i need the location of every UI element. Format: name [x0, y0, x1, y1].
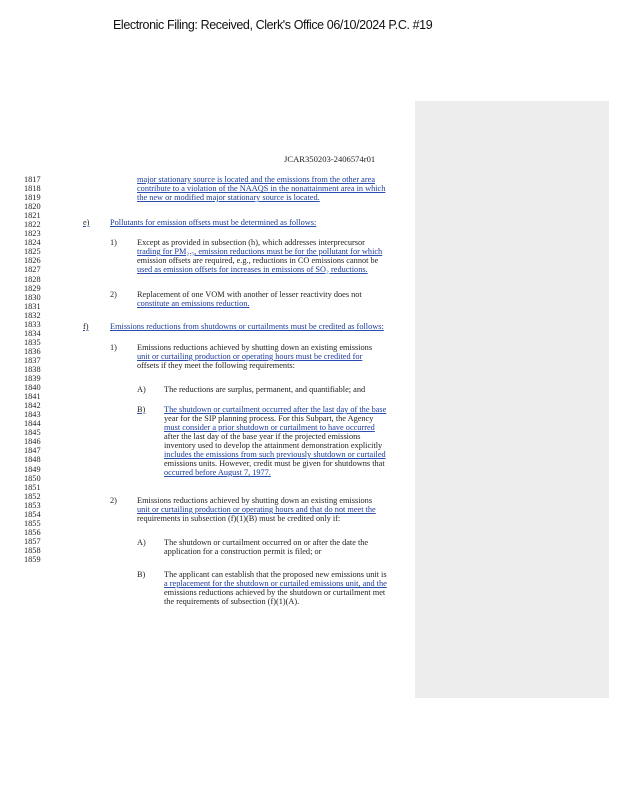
line-number: 1820 — [24, 202, 41, 212]
line-number: 1834 — [24, 328, 41, 338]
line-number: 1846 — [24, 437, 41, 447]
text-line: requirements in subsection (f)(1)(B) must be credited only if: — [137, 514, 341, 523]
text-line: application for a construction permit is filed; or — [164, 547, 322, 556]
line-number: 1856 — [24, 527, 41, 537]
item-label: B) — [137, 570, 146, 579]
line-number: 1829 — [24, 283, 41, 293]
item-label: 2) — [110, 290, 117, 299]
item-label: A) — [137, 538, 146, 547]
subsection-label: f) — [83, 322, 89, 331]
side-panel — [415, 101, 609, 698]
text-line: emissions reductions achieved by the shutdown or curtailment met — [164, 588, 386, 597]
line-number: 1818 — [24, 184, 41, 194]
line-number: 1840 — [24, 383, 41, 393]
line-number: 1855 — [24, 518, 41, 528]
text-line: occurred before August 7, 1977. — [164, 468, 271, 477]
filing-header: Electronic Filing: Received, Clerk's Office 06/10/2024 P.C. #19 — [113, 18, 433, 32]
line-number: 1830 — [24, 292, 41, 302]
line-number: 1826 — [24, 256, 41, 266]
line-number: 1852 — [24, 491, 41, 501]
line-number: 1854 — [24, 509, 41, 519]
line-number: 1822 — [24, 220, 41, 230]
line-number: 1843 — [24, 410, 41, 420]
text-line: trading for PM₂.₅, emission reductions must be for the pollutant for which — [137, 247, 383, 256]
line-number: 1848 — [24, 455, 41, 465]
text-line: must consider a prior shutdown or curtailment to have occurred — [164, 423, 375, 432]
line-number: 1845 — [24, 428, 41, 438]
line-number: 1853 — [24, 500, 41, 510]
line-number: 1847 — [24, 446, 41, 456]
line-number: 1823 — [24, 229, 41, 239]
line-number: 1831 — [24, 301, 41, 311]
item-label: B) — [137, 405, 146, 414]
text-line: year for the SIP planning process. For this Subpart, the Agency — [164, 414, 374, 423]
text-line: major stationary source is located and the emissions from the other area — [137, 175, 375, 184]
text-line: after the last day of the base year if the projected emissions — [164, 432, 361, 441]
subsection-heading: Emissions reductions from shutdowns or curtailments must be credited as follows: — [110, 322, 384, 331]
line-number: 1828 — [24, 274, 41, 284]
text-line: The shutdown or curtailment occurred after the last day of the base — [164, 405, 387, 414]
line-number-column — [24, 175, 54, 564]
text-line: emission offsets are required, e.g., reductions in CO emissions cannot be — [137, 256, 379, 265]
text-line: Except as provided in subsection (h), which addresses interprecursor — [137, 238, 365, 247]
item-label: 1) — [110, 343, 117, 352]
document-id: JCAR350203-2406574r01 — [284, 154, 376, 164]
line-number: 1838 — [24, 364, 41, 374]
line-number: 1859 — [24, 554, 41, 564]
line-number: 1857 — [24, 536, 41, 546]
text-line: offsets if they meet the following requirements: — [137, 361, 295, 370]
line-number: 1825 — [24, 247, 41, 257]
text-line: Emissions reductions achieved by shutting down an existing emissions — [137, 343, 373, 352]
line-number: 1850 — [24, 473, 41, 483]
item-label: 1) — [110, 238, 117, 247]
text-line: includes the emissions from such previously shutdown or curtailed — [164, 450, 386, 459]
line-number: 1817 — [24, 175, 41, 184]
line-number: 1841 — [24, 392, 41, 402]
line-number: 1835 — [24, 337, 41, 347]
line-number: 1824 — [24, 238, 41, 248]
line-number: 1827 — [24, 265, 41, 275]
line-number: 1821 — [24, 211, 41, 221]
text-line: inventory used to develop the attainment demonstration explicitly — [164, 441, 383, 450]
text-line: emissions units. However, credit must be given for shutdowns that — [164, 459, 385, 468]
text-line: The applicant can establish that the proposed new emissions unit is — [164, 570, 387, 579]
text-line: Replacement of one VOM with another of lesser reactivity does not — [137, 290, 362, 299]
text-line: Emissions reductions achieved by shutting down an existing emissions — [137, 496, 373, 505]
line-number: 1837 — [24, 355, 41, 365]
text-line: contribute to a violation of the NAAQS in the nonattainment area in which — [137, 184, 386, 193]
line-number: 1844 — [24, 419, 41, 429]
line-number: 1819 — [24, 193, 41, 203]
text-line: The shutdown or curtailment occurred on or after the date the — [164, 538, 369, 547]
line-number: 1839 — [24, 374, 41, 384]
text-line: constitute an emissions reduction. — [137, 299, 250, 308]
text-line: used as emission offsets for increases in emissions of SO₂ reductions. — [137, 265, 368, 274]
item-label: 2) — [110, 496, 117, 505]
line-number: 1851 — [24, 482, 41, 492]
line-number: 1842 — [24, 401, 41, 411]
text-line: the requirements of subsection (f)(1)(A). — [164, 597, 300, 606]
text-line: a replacement for the shutdown or curtailed emissions unit, and the — [164, 579, 387, 588]
subsection-label: e) — [83, 218, 90, 227]
text-line: unit or curtailing production or operating hours must be credited for — [137, 352, 363, 361]
item-label: A) — [137, 385, 146, 394]
subsection-heading: Pollutants for emission offsets must be determined as follows: — [110, 218, 317, 227]
text-line: unit or curtailing production or operating hours and that do not meet the — [137, 505, 376, 514]
line-number: 1858 — [24, 545, 41, 555]
text-line: The reductions are surplus, permanent, and quantifiable; and — [164, 385, 366, 394]
line-number: 1833 — [24, 319, 41, 329]
line-number: 1836 — [24, 346, 41, 356]
text-line: the new or modified major stationary source is located. — [137, 193, 320, 202]
line-number: 1832 — [24, 310, 41, 320]
line-number: 1849 — [24, 464, 41, 474]
